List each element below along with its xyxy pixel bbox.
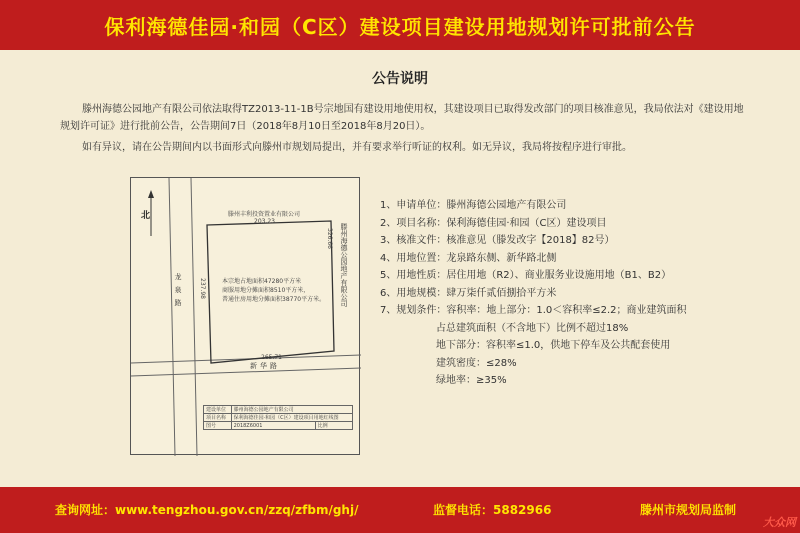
site-plan-map — [130, 177, 360, 455]
table-cell: 保利海德佳园·和园（C区）建设项目用地红线图 — [231, 414, 352, 422]
area-note-2: 商服用地分摊面积8510平方米， — [222, 287, 310, 294]
info-item: 2、项目名称：保利海德佳园·和园（C区）建设项目 — [380, 217, 607, 229]
planning-condition: 绿地率：≥35% — [436, 375, 507, 386]
phone-label: 监督电话：5882966 — [433, 503, 552, 517]
table-cell: 图号 — [204, 422, 232, 430]
watermark-logo: 大众网 — [763, 516, 796, 529]
planning-condition: 地下部分：容积率≤1.0，供地下停车及公共配套使用 — [436, 340, 671, 351]
info-item: 6、用地规模：肆万柒仟贰佰捌拾平方米 — [380, 287, 557, 299]
planning-condition: 建筑密度：≤28% — [436, 357, 517, 369]
website-label: 查询网址：www.tengzhou.gov.cn/zzq/zfbm/ghj/ — [55, 503, 359, 517]
table-cell: 项目名称 — [204, 414, 232, 422]
footer-banner — [0, 487, 800, 533]
table-cell: 滕州海德公园地产有限公司 — [231, 406, 352, 414]
area-note-1: 本宗地占地面积47280平方米 — [222, 278, 302, 285]
notice-paragraph-1: 滕州海德公园地产有限公司依法取得TZ2013-11-1B号宗地国有建设用地使用权，其建设项目已取得发改部门的项目核准意见，我局依法对《建设用地规划许可证》进行批前公告，公告期间7日（2018年8月10日至2018年8月20日）。 — [60, 104, 744, 132]
neighbor-east-label: 滕州海德公园地产有限公司 — [340, 223, 348, 307]
dim-east: 326.66 — [326, 228, 333, 249]
info-item: 4、用地位置：龙泉路东侧、新华路北侧 — [380, 252, 557, 264]
road-south-label: 新华路 — [250, 362, 280, 370]
info-item: 1、申请单位：滕州海德公园地产有限公司 — [380, 200, 567, 211]
info-item: 3、核准文件：核准意见（滕发改字【2018】82号） — [380, 235, 615, 246]
page-title: 保利海德佳园·和园（C区）建设项目建设用地规划许可批前公告 — [104, 14, 696, 39]
area-note-3: 普通住房用地分摊面积38770平方米。 — [222, 296, 326, 303]
road-west-label: 龙泉路 — [174, 273, 182, 312]
info-item: 7、规划条件：容积率：地上部分：1.0＜容积率≤2.2；商业建筑面积 — [380, 305, 687, 316]
issuer-label: 滕州市规划局监制 — [640, 503, 737, 517]
dim-north: 203.23 — [254, 218, 275, 225]
dim-south: 265.71 — [261, 354, 282, 361]
table-cell: 建设单位 — [204, 406, 232, 414]
header-banner — [0, 0, 800, 50]
dim-west: 237.98 — [199, 278, 206, 299]
planning-condition: 占总建筑面积（不含地下）比例不超过18% — [436, 322, 629, 334]
notice-paragraph-2: 如有异议，请在公告期间内以书面形式向滕州市规划局提出，并有要求举行听证的权利。如无异议，我局将按程序进行审批。 — [82, 142, 632, 153]
north-arrow-label: 北 — [141, 211, 151, 221]
info-item: 5、用地性质：居住用地（R2）、商业服务业设施用地（B1、B2） — [380, 270, 672, 281]
plan-title-table — [203, 405, 353, 430]
table-cell: 2018Z6001 — [231, 422, 315, 430]
project-info-list — [380, 197, 790, 390]
table-cell: 比例 — [315, 422, 352, 430]
section-title: 公告说明 — [372, 71, 428, 87]
neighbor-north-label: 滕州丰利投资置业有限公司 — [228, 211, 301, 218]
